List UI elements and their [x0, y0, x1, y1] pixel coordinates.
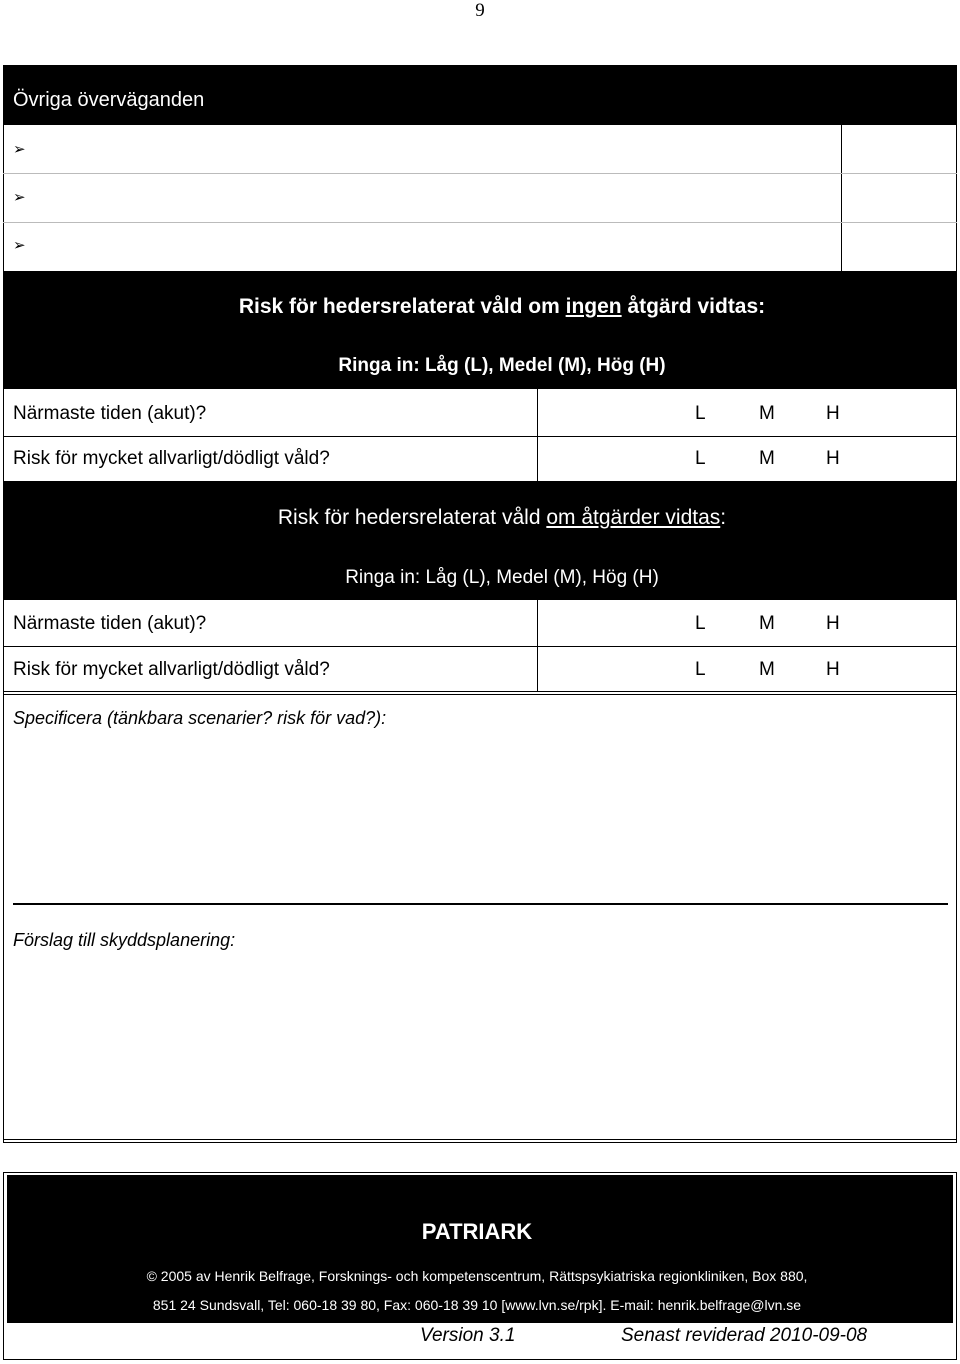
rating-medium[interactable]: M [759, 403, 775, 424]
divider [3, 222, 957, 223]
footer-line-2: 851 24 Sundsvall, Tel: 060-18 39 80, Fax: 060-18 39 10 [www.lvn.se/rpk]. E-mail: henrik.belfrage@lvn.se [152, 1297, 802, 1313]
row-label-fatal: Risk för mycket allvarligt/dödligt våld? [13, 659, 330, 680]
title-part: Risk för hedersrelaterat våld [277, 506, 547, 529]
bullet-arrow-icon: ➢ [13, 141, 26, 158]
rating-high[interactable]: H [826, 659, 840, 680]
divider [3, 646, 957, 647]
footer-version: Version 3.1 [420, 1325, 516, 1346]
risk-action-title [0, 506, 960, 530]
rating-low[interactable]: L [695, 448, 706, 469]
row-label-acute: Närmaste tiden (akut)? [13, 613, 207, 634]
divider [3, 436, 957, 437]
bullet-arrow-icon: ➢ [13, 237, 26, 254]
column-divider [537, 600, 538, 692]
risk-no-action-title [0, 295, 960, 319]
bullet-arrow-icon: ➢ [13, 189, 26, 206]
footer-revised: Senast reviderad 2010-09-08 [621, 1325, 868, 1346]
title-part: Risk för hedersrelaterat våld om [238, 295, 566, 318]
divider [3, 173, 957, 174]
rating-medium[interactable]: M [759, 613, 775, 634]
rating-medium[interactable]: M [759, 448, 775, 469]
divider [3, 691, 957, 692]
page-number: 9 [475, 0, 485, 21]
footer-brand: PATRIARK [421, 1219, 533, 1244]
row-label-acute: Närmaste tiden (akut)? [13, 403, 207, 424]
rating-medium[interactable]: M [759, 659, 775, 680]
rating-high[interactable]: H [826, 613, 840, 634]
rating-high[interactable]: H [826, 448, 840, 469]
bullet-column-divider [841, 125, 842, 271]
footer-line-1: © 2005 av Henrik Belfrage, Forsknings- och kompetenscentrum, Rättspsykiatriska regionkliniken, Box 880, [146, 1268, 808, 1284]
rating-high[interactable]: H [826, 403, 840, 424]
divider [3, 1139, 957, 1140]
title-part: åtgärd vidtas: [621, 295, 766, 318]
specify-underline [13, 903, 948, 905]
title-part: : [720, 506, 727, 529]
column-divider [537, 389, 538, 481]
other-considerations-title: Övriga överväganden [13, 89, 205, 111]
title-underlined: om åtgärder vidtas [546, 506, 721, 529]
rating-low[interactable]: L [695, 613, 706, 634]
protection-label: Förslag till skyddsplanering: [13, 930, 236, 950]
title-underlined: ingen [565, 295, 622, 318]
specify-textarea[interactable] [13, 735, 948, 895]
rating-low[interactable]: L [695, 403, 706, 424]
divider [3, 694, 957, 695]
risk-action-scale: Ringa in: Låg (L), Medel (M), Hög (H) [345, 567, 659, 588]
specify-label: Specificera (tänkbara scenarier? risk för vad?): [13, 708, 387, 728]
risk-no-action-scale: Ringa in: Låg (L), Medel (M), Hög (H) [338, 355, 666, 376]
rating-low[interactable]: L [695, 659, 706, 680]
protection-textarea[interactable] [13, 958, 948, 1138]
row-label-fatal: Risk för mycket allvarligt/dödligt våld? [13, 448, 330, 469]
